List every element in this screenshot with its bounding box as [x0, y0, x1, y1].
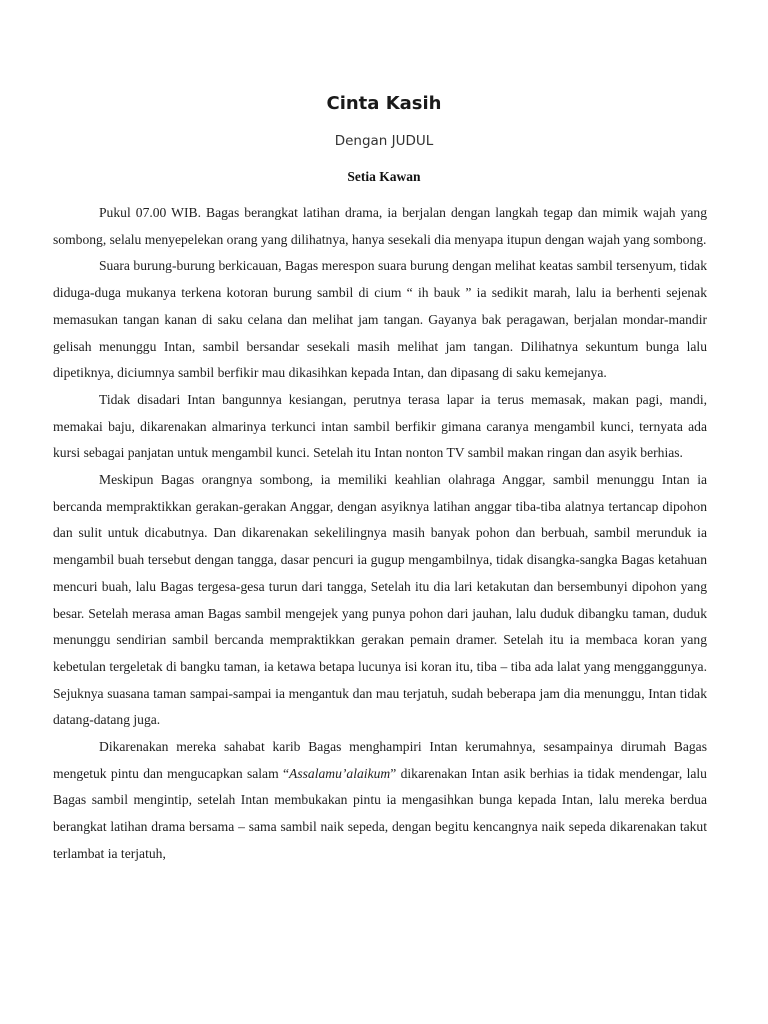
- paragraph-5-text-after: ” dikarenakan Intan asik berhias ia tidak mendengar, lalu Bagas sambil mengintip, setelah Intan membukakan pintu ia mengasihkan bunga kepada Intan, lalu mereka berdua berangkat latihan drama bersama – sama sambil naik sepeda, dengan begitu kencangnya naik sepeda dikarenakan takut terlambat ia terjatuh,: [53, 765, 707, 861]
- paragraph-2: Suara burung-burung berkicauan, Bagas merespon suara burung dengan melihat keatas sambil tersenyum, tidak diduga-duga mukanya terkena kotoran burung sambil di cium “ ih bauk ” ia sedikit marah, lalu ia berhenti sejenak memasukan tangan kanan di saku celana dan melihat jam tangan. Gayanya bak peragawan, berjalan mondar-mandir gelisah menunggu Intan, sambil bersandar sesekali masih melihat jam tangan. Dilihatnya sekuntum bunga lalu dipetiknya, diciumnya sambil berfikir mau dikasihkan kepada Intan, dan dipasang di saku kemejanya.: [53, 258, 707, 381]
- document-title: Cinta Kasih: [326, 93, 442, 114]
- paragraph-5-text-before: Dikarenakan mereka sahabat karib Bagas menghampiri Intan kerumahnya, sesampainya dirumah Bagas mengetuk pintu dan mengucapkan salam “: [53, 739, 707, 781]
- paragraph-4: Meskipun Bagas orangnya sombong, ia memiliki keahlian olahraga Anggar, sambil menunggu Intan ia bercanda mempraktikkan gerakan-gerakan Anggar, dengan asyiknya latihan anggar tiba-tiba alatnya tertancap dipohon dan sulit untuk dicabutnya. Dan dikarenakan sekelilingnya masih banyak pohon dan berbuah, sambil merunduk ia mengambil buah tersebut dengan tangga, dasar pencuri ia gugup mengambilnya, tidak disangka-sangka Bagas ketahuan mencuri buah, lalu Bagas tergesa-gesa turun dari tangga, Setelah itu dia lari ketakutan dan bersembunyi dipohon yang besar. Setelah merasa aman Bagas sambil mengejek yang punya pohon dari jauhan, lalu duduk dibangku taman, duduk menunggu sendirian sambil bercanda mempraktikkan gerakan pemain dramer. Setelah itu ia membaca koran yang kebetulan tergeletak di bangku taman, ia ketawa betapa lucunya isi koran itu, tiba – tiba ada lalat yang mengganggunya. Sejuknya suasana taman sampai-sampai ia mengantuk dan mau terjatuh, sudah beberapa jam dia menunggu, Intan tidak datang-datang juga.: [53, 472, 707, 728]
- greeting-italic: Assalamu’alaikum: [289, 765, 391, 781]
- paragraph-1: Pukul 07.00 WIB. Bagas berangkat latihan drama, ia berjalan dengan langkah tegap dan mimik wajah yang sombong, selalu menyepelekan orang yang dilihatnya, hanya sesekali dia menyapa itupun dengan wajah yang sombong.: [53, 205, 707, 247]
- paragraph-3: Tidak disadari Intan bangunnya kesiangan, perutnya terasa lapar ia terus memasak, makan pagi, mandi, memakai baju, dikarenakan almarinya terkunci intan sambil berfikir gimana caranya mengambil kunci, ternyata ada kursi sebagai panjatan untuk mengambil kunci. Setelah itu Intan nonton TV sambil makan ringan dan asyik berhias.: [53, 391, 707, 461]
- story-heading: Setia Kawan: [347, 169, 421, 184]
- paragraph-5: [53, 734, 707, 868]
- document-subtitle: Dengan JUDUL: [334, 133, 434, 149]
- story-body: [53, 200, 707, 868]
